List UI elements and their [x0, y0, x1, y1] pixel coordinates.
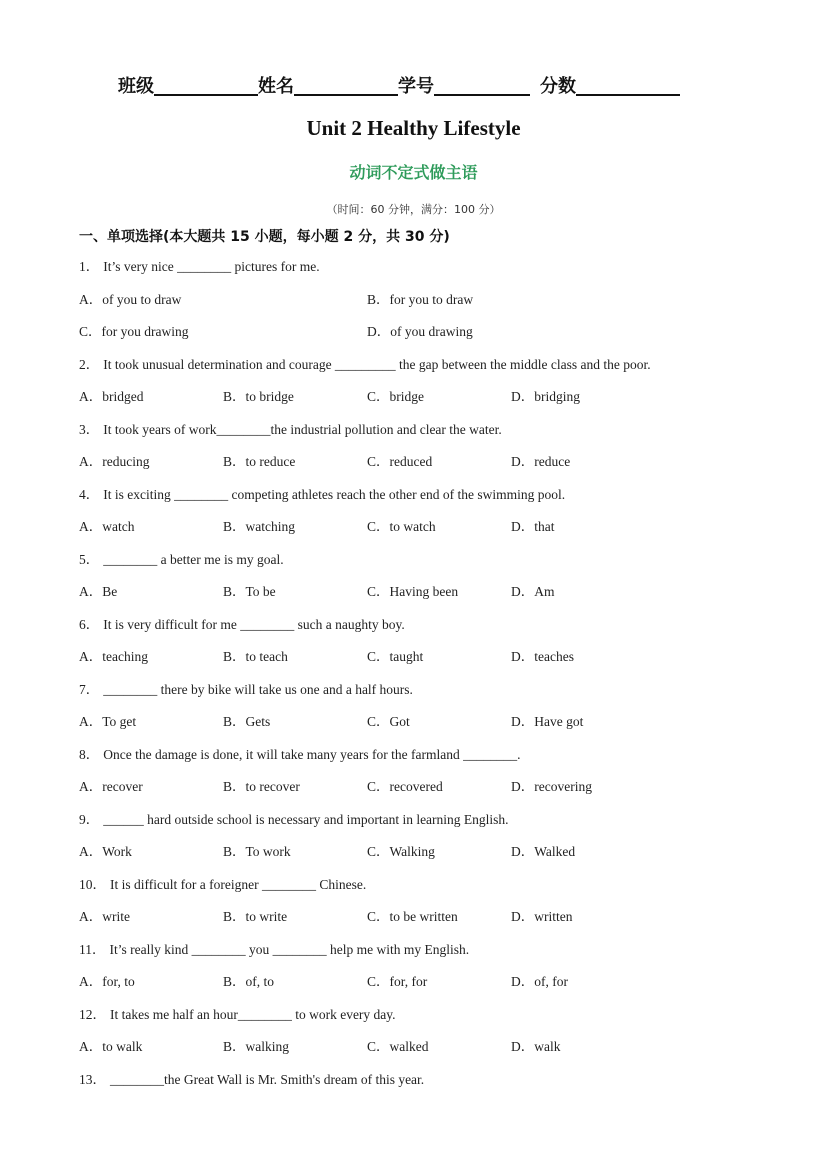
question-number: 5． — [79, 552, 100, 567]
student-info-line — [118, 72, 718, 98]
option-c: C．taught — [367, 649, 424, 664]
question-number: 8． — [79, 747, 100, 762]
question-text: It takes me half an hour________ to work every day. — [110, 1007, 396, 1022]
question — [79, 873, 779, 893]
question — [79, 548, 779, 568]
class-label: 班级 — [118, 76, 154, 97]
page-subtitle: 动词不定式做主语 — [349, 163, 478, 182]
option-c: C．Having been — [367, 584, 459, 599]
option-a: A．recover — [79, 779, 143, 794]
option-row — [79, 970, 779, 988]
name-label: 姓名 — [258, 76, 294, 97]
option-a: A．for, to — [79, 974, 135, 989]
question — [79, 255, 779, 275]
student-id-blank — [434, 76, 530, 96]
score-label: 分数 — [540, 76, 576, 97]
option-d: D．Have got — [511, 714, 584, 729]
name-blank — [294, 76, 398, 96]
question-number: 11． — [79, 942, 106, 957]
option-c: C．Got — [367, 714, 410, 729]
option-row — [79, 320, 779, 338]
option-b: B．of, to — [223, 974, 275, 989]
option-d: D．recovering — [511, 779, 592, 794]
question-number: 9． — [79, 812, 100, 827]
option-a: A．bridged — [79, 389, 144, 404]
question-number: 6． — [79, 617, 100, 632]
option-row — [79, 905, 779, 923]
option-b: B．to bridge — [223, 389, 294, 404]
option-d: D．written — [511, 909, 573, 924]
option-c: C．to be written — [367, 909, 458, 924]
question-text: It is exciting ________ competing athletes reach the other end of the swimming pool. — [103, 487, 566, 502]
option-row — [79, 775, 779, 793]
option-b: B．watching — [223, 519, 295, 534]
option-b: B．to teach — [223, 649, 288, 664]
score-blank — [576, 76, 680, 96]
option-b: B．To work — [223, 844, 291, 859]
option-a: A．reducing — [79, 454, 150, 469]
option-row — [79, 580, 779, 598]
question-number: 4． — [79, 487, 100, 502]
option-d: D．walk — [511, 1039, 561, 1054]
option-b: B．To be — [223, 584, 276, 599]
option-row — [79, 515, 779, 533]
section-title: 一、单项选择(本大题共 15 小题，每小题 2 分，共 30 分) — [79, 229, 450, 245]
question-text: It’s very nice ________ pictures for me. — [103, 259, 320, 274]
option-row — [79, 288, 779, 306]
option-c: C．walked — [367, 1039, 429, 1054]
option-c: C．recovered — [367, 779, 443, 794]
option-d: D．of you drawing — [367, 324, 473, 339]
option-row — [79, 385, 779, 403]
question-number: 7． — [79, 682, 100, 697]
option-d: D．Am — [511, 584, 555, 599]
option-b: B．Gets — [223, 714, 271, 729]
page-title: Unit 2 Healthy Lifestyle — [306, 116, 521, 140]
option-b: B．to reduce — [223, 454, 296, 469]
class-blank — [154, 76, 258, 96]
question-text: It took unusual determination and courage _________ the gap between the middle class and the poor. — [103, 357, 651, 372]
option-c: C．reduced — [367, 454, 433, 469]
student-id-label: 学号 — [398, 76, 434, 97]
question-text: Once the damage is done, it will take many years for the farmland ________. — [103, 747, 521, 762]
option-b: B．to recover — [223, 779, 300, 794]
option-c: C．Walking — [367, 844, 435, 859]
option-b: B．walking — [223, 1039, 289, 1054]
option-d: D．Walked — [511, 844, 576, 859]
question-number: 2． — [79, 357, 100, 372]
option-a: A．write — [79, 909, 130, 924]
option-c: C．to watch — [367, 519, 436, 534]
question — [79, 678, 779, 698]
option-row — [79, 840, 779, 858]
question — [79, 613, 779, 633]
question-number: 12． — [79, 1007, 106, 1022]
option-b: B．for you to draw — [367, 292, 474, 307]
question-number: 13． — [79, 1072, 106, 1087]
option-row — [79, 710, 779, 728]
time-info: （时间：60 分钟，满分：100 分） — [326, 203, 501, 216]
option-a: A．to walk — [79, 1039, 143, 1054]
question-text: ________ there by bike will take us one and a half hours. — [103, 682, 413, 697]
question-text: It took years of work________the industrial pollution and clear the water. — [103, 422, 502, 437]
question-text: ________the Great Wall is Mr. Smith's dream of this year. — [110, 1072, 425, 1087]
question — [79, 1003, 779, 1023]
question-text: ______ hard outside school is necessary and important in learning English. — [103, 812, 509, 827]
option-c: C．for you drawing — [79, 324, 189, 339]
option-row — [79, 1035, 779, 1053]
option-a: A．Work — [79, 844, 132, 859]
option-b: B．to write — [223, 909, 288, 924]
question-text: It is difficult for a foreigner ________ Chinese. — [110, 877, 367, 892]
option-d: D．reduce — [511, 454, 571, 469]
question-text: It is very difficult for me ________ such a naughty boy. — [103, 617, 405, 632]
question — [79, 1068, 779, 1088]
question-number: 3． — [79, 422, 100, 437]
question — [79, 938, 779, 958]
option-a: A．Be — [79, 584, 118, 599]
option-d: D．that — [511, 519, 555, 534]
question-number: 10． — [79, 877, 106, 892]
option-c: C．bridge — [367, 389, 424, 404]
question-number: 1． — [79, 259, 100, 274]
question-text: ________ a better me is my goal. — [103, 552, 284, 567]
question — [79, 808, 779, 828]
option-a: A．teaching — [79, 649, 148, 664]
option-row — [79, 450, 779, 468]
option-a: A．To get — [79, 714, 137, 729]
question — [79, 483, 779, 503]
question-text: It’s really kind ________ you ________ help me with my English. — [109, 942, 470, 957]
option-c: C．for, for — [367, 974, 428, 989]
option-d: D．of, for — [511, 974, 568, 989]
option-d: D．bridging — [511, 389, 580, 404]
option-a: A．of you to draw — [79, 292, 182, 307]
question — [79, 743, 779, 763]
option-a: A．watch — [79, 519, 135, 534]
question — [79, 418, 779, 438]
question — [79, 353, 779, 373]
option-row — [79, 645, 779, 663]
option-d: D．teaches — [511, 649, 574, 664]
